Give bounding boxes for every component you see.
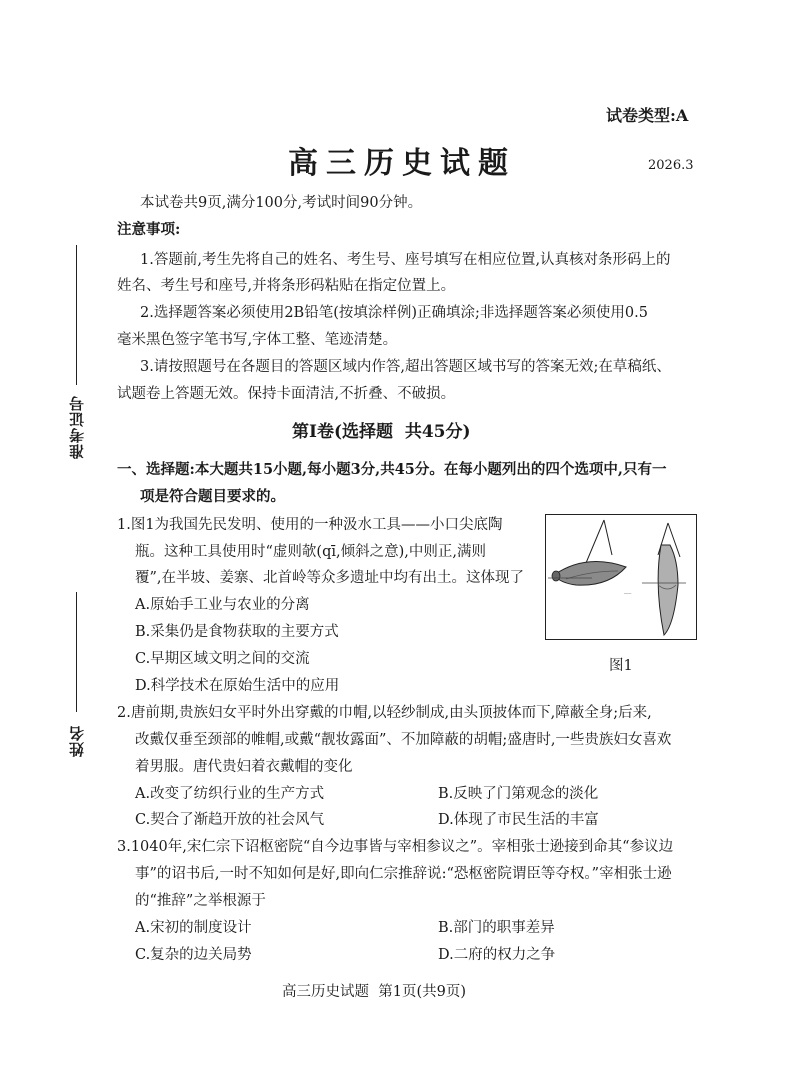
name-fill-line (76, 592, 77, 712)
exam-date: 2026.3 (648, 158, 694, 173)
q1-option-d: D.科学技术在原始生活中的应用 (135, 678, 340, 694)
section-instruction-1: 一、选择题:本大题共15小题,每小题3分,共45分。在每小题列出的四个选项中,只有一 (117, 461, 667, 478)
name-label: 姓名 (68, 725, 86, 757)
exam-id-fill-line (76, 245, 77, 385)
q2-option-d: D.体现了市民生活的丰富 (438, 812, 599, 828)
intro-text: 本试卷共9页,满分100分,考试时间90分钟。 (140, 195, 423, 211)
q1-line-2: 瓶。这种工具使用时“虚则欹(qī,倾斜之意),中则正,满则 (135, 544, 486, 560)
page-title: 高三历史试题 (288, 146, 516, 181)
page-footer: 高三历史试题 第1页(共9页) (282, 984, 466, 1000)
notice-line-3: 2.选择题答案必须使用2B铅笔(按填涂样例)正确填涂;非选择题答案必须使用0.5 (140, 305, 648, 321)
section-instruction-2: 项是符合题目要求的。 (140, 488, 285, 505)
q2-line-1: 2.唐前期,贵族妇女平时外出穿戴的巾帽,以轻纱制成,由头顶披体而下,障蔽全身;后来, (117, 705, 652, 721)
notice-line-2: 姓名、考生号和座号,并将条形码粘贴在指定位置上。 (117, 278, 456, 294)
q1-option-c: C.早期区域文明之间的交流 (135, 651, 310, 667)
q1-line-1: 1.图1为我国先民发明、使用的一种汲水工具——小口尖底陶 (117, 517, 503, 533)
q1-line-3: 覆”,在半坡、姜寨、北首岭等众多遗址中均有出土。这体现了 (135, 570, 525, 586)
notice-line-5: 3.请按照题号在各题目的答题区域内作答,超出答题区域书写的答案无效;在草稿纸、 (140, 359, 671, 375)
notice-line-4: 毫米黑色签字笔书写,字体工整、笔迹清楚。 (117, 332, 398, 348)
paper-type-label: 试卷类型:A (606, 106, 689, 125)
figure-1 (545, 514, 697, 640)
q1-option-b: B.采集仍是食物获取的主要方式 (135, 624, 339, 640)
q3-option-c: C.复杂的边关局势 (135, 947, 252, 963)
q2-line-2: 改戴仅垂至颈部的帷帽,或戴“靓妆露面”、不加障蔽的胡帽;盛唐时,一些贵族妇女喜欢 (135, 732, 672, 748)
notice-line-1: 1.答题前,考生先将自己的姓名、考生号、座号填写在相应位置,认真核对条形码上的 (140, 252, 671, 268)
svg-text:───: ─── (624, 591, 632, 596)
q3-line-1: 3.1040年,宋仁宗下诏枢密院“自今边事皆与宰相参议之”。宰相张士逊接到命其“参议边 (117, 839, 674, 855)
q2-option-c: C.契合了渐趋开放的社会风气 (135, 812, 325, 828)
q3-line-2: 事”的诏书后,一时不知如何是好,即向仁宗推辞说:“恐枢密院谓臣等夺权。”宰相张士逊 (135, 866, 672, 882)
figure-1-caption: 图1 (609, 658, 633, 674)
q3-option-d: D.二府的权力之争 (438, 947, 556, 963)
notice-line-6: 试题卷上答题无效。保持卡面清洁,不折叠、不破损。 (117, 386, 456, 402)
exam-id-label: 准考证号 (68, 395, 86, 459)
q3-option-b: B.部门的职事差异 (438, 920, 555, 936)
section-title: 第Ⅰ卷(选择题 共45分) (292, 422, 471, 442)
q2-option-a: A.改变了纺织行业的生产方式 (135, 786, 325, 802)
q3-option-a: A.宋初的制度设计 (135, 920, 252, 936)
notice-heading: 注意事项: (117, 221, 181, 238)
pottery-bottle-illustration (546, 515, 695, 638)
q2-line-3: 着男服。唐代贵妇着衣戴帽的变化 (135, 759, 353, 775)
q2-option-b: B.反映了门第观念的淡化 (438, 786, 599, 802)
q3-line-3: 的“推辞”之举根源于 (135, 893, 266, 909)
q1-option-a: A.原始手工业与农业的分离 (135, 597, 310, 613)
